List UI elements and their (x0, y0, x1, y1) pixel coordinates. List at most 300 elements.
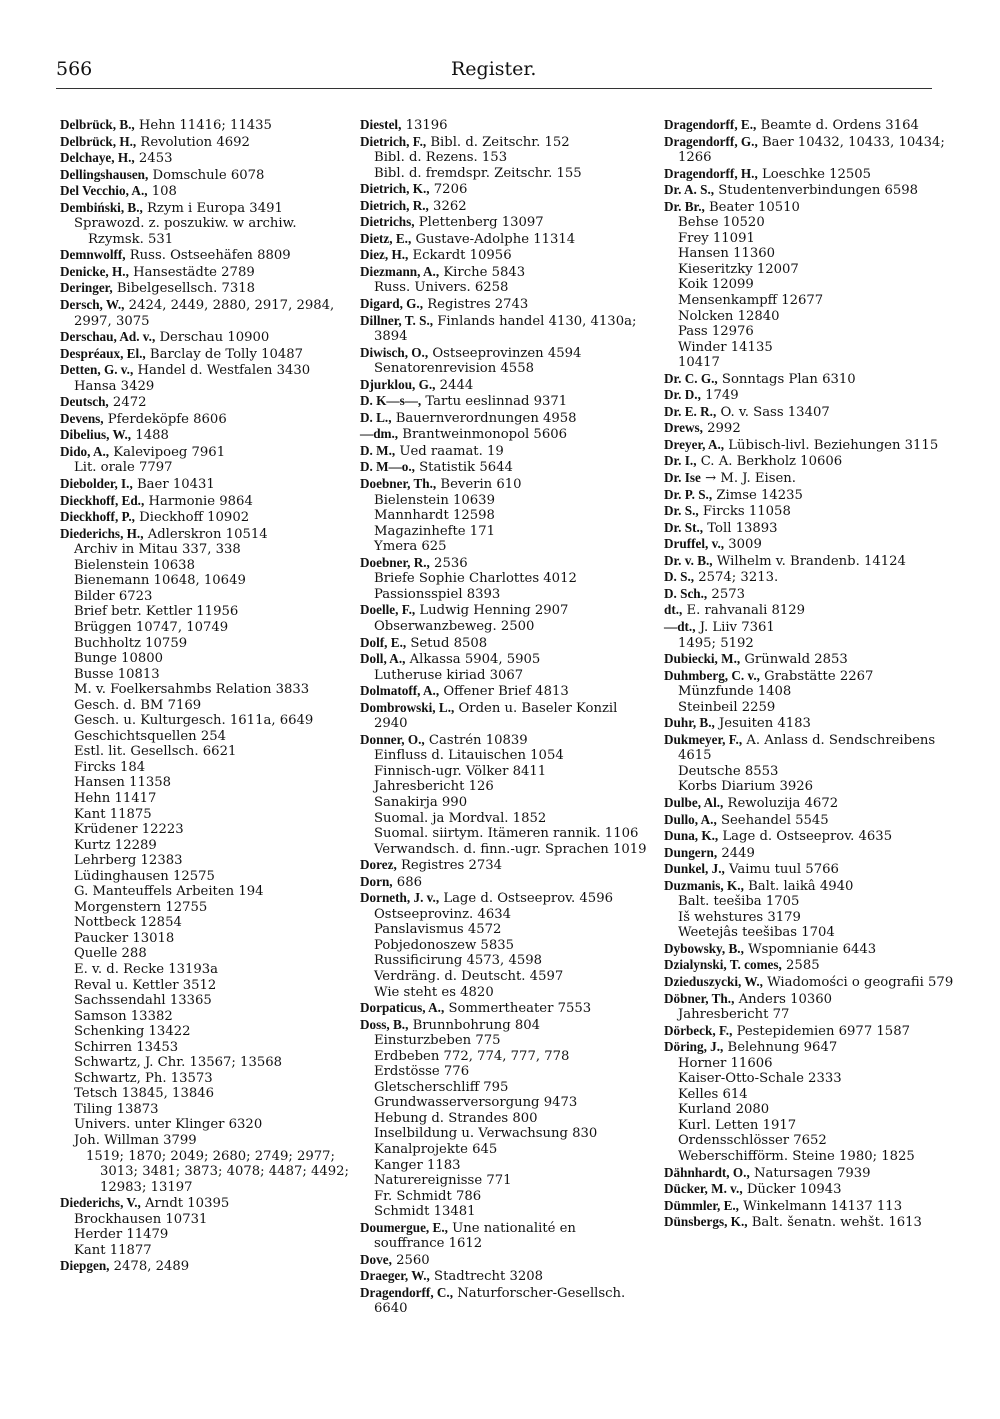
entry-author: D. K—s—, (360, 393, 422, 409)
register-subentry: Geschichtsquellen 254 (74, 728, 226, 744)
register-subentry: Jahresbericht 126 (374, 779, 494, 795)
register-entry (664, 941, 954, 958)
register-entry (60, 150, 350, 167)
register-subentry: Kanger 1183 (374, 1157, 461, 1173)
register-subentry: Bilder 6723 (74, 588, 153, 604)
register-subentry: Sprawozd. z. poszukiw. w archiw. Rzymsk. 531 (74, 216, 301, 247)
page-header (56, 58, 932, 88)
entry-author: Dorpaticus, A., (360, 1000, 445, 1016)
entry-references: Wilhelm v. Brandenb. 14124 (712, 553, 906, 569)
entry-author: Djurklou, G., (360, 376, 436, 392)
register-entry (360, 264, 650, 281)
register-entry (60, 297, 350, 329)
entry-author: Dorneth, J. v., (360, 890, 440, 906)
register-entry (60, 526, 350, 543)
register-entry (360, 1268, 650, 1285)
entry-references: Zimse 14235 (712, 487, 803, 503)
register-subentry: G. Manteuffels Arbeiten 194 (74, 884, 264, 900)
entry-author: Diestel, (360, 117, 402, 132)
entry-references: Kalevipoeg 7961 (109, 444, 226, 460)
register-subentry: Hansa 3429 (74, 378, 155, 394)
entry-references: Natursagen 7939 (749, 1165, 871, 1181)
entry-references: J. Liiv 7361 (695, 619, 775, 635)
register-subentry: Schwartz, Ph. 13573 (74, 1070, 213, 1086)
entry-author: Döring, J., (664, 1039, 724, 1055)
entry-references: 2574; 3213. (694, 570, 779, 586)
register-entry (360, 602, 650, 619)
entry-author: Dzialynski, T. comes, (664, 957, 782, 973)
register-column-2 (360, 117, 650, 1317)
entry-references: 1488 (131, 428, 169, 444)
register-subentry: Ordensschlösser 7652 (678, 1133, 827, 1149)
register-entry (60, 493, 350, 510)
register-subentry: Finnisch-ugr. Völker 8411 (374, 763, 547, 779)
register-subentry: Schirren 13453 (74, 1039, 179, 1055)
entry-references: Balt. laikâ 4940 (743, 878, 854, 894)
entry-author: Diederichs, V., (60, 1195, 141, 1211)
register-entry (60, 346, 350, 363)
entry-author: Dr. I., (664, 453, 697, 469)
register-subentry: Ostseeprovinz. 4634 (374, 906, 511, 922)
entry-author: Deringer, (60, 280, 113, 296)
entry-references: Balt. šenatn. wehšt. 1613 (747, 1215, 922, 1231)
entry-references: 2444 (435, 377, 474, 393)
register-entry (360, 296, 650, 313)
entry-author: D. L., (360, 409, 392, 425)
register-entry (664, 957, 954, 974)
entry-references: Dieckhoff 10902 (134, 510, 250, 526)
register-subentry: Naturereignisse 771 (374, 1173, 512, 1189)
register-entry (60, 247, 350, 264)
register-subentry: Jahresbericht 77 (678, 1007, 790, 1023)
entry-references: Dücker 10943 (742, 1182, 842, 1198)
register-subentry: Hehn 11417 (74, 790, 157, 806)
register-subentry: Weberschifförm. Steine 1980; 1825 (678, 1149, 915, 1164)
entry-references: Finlands handel 4130, 4130a; 3894 (374, 313, 641, 345)
register-entry (360, 700, 650, 732)
entry-author: Dombrowski, L., (360, 699, 455, 715)
register-subentry: Iš wehstures 3179 (678, 909, 801, 925)
register-subentry: Grundwasserversorgung 9473 (374, 1095, 578, 1111)
register-subentry: Inselbildung u. Verwachsung 830 (374, 1126, 598, 1142)
entry-references: 2560 (391, 1252, 430, 1268)
entry-author: Dr. P. S., (664, 486, 713, 502)
entry-author: Dietrich, F., (360, 133, 427, 149)
register-entry (360, 393, 650, 410)
entry-author: Dragendorff, C., (360, 1284, 454, 1300)
entry-references: Studentenverbindungen 6598 (714, 183, 919, 199)
entry-author: Dorez, (360, 857, 397, 873)
register-entry (664, 619, 954, 636)
entry-author: Doumergue, E., (360, 1219, 448, 1235)
register-subentry: Busse 10813 (74, 666, 160, 682)
entry-author: Diez, H., (360, 247, 409, 263)
register-subentry: Lit. orale 7797 (74, 460, 173, 476)
register-subentry: M. v. Foelkersahmbs Relation 3833 (74, 682, 310, 698)
entry-author: Druffel, v., (664, 536, 725, 552)
entry-references: Lage d. Ostseeprov. 4635 (718, 829, 893, 845)
register-subentry: Joh. Willman 3799 (74, 1133, 197, 1148)
entry-author: Dungern, (664, 844, 718, 860)
entry-author: Dr. Ise (664, 470, 701, 486)
register-entry (360, 134, 650, 151)
register-subentry: Sachssendahl 13365 (74, 993, 212, 1009)
entry-references: 2424, 2449, 2880, 2917, 2984, 2997, 3075 (74, 298, 339, 329)
register-entry (360, 635, 650, 652)
register-entry (664, 1214, 954, 1231)
entry-author: Del Vecchio, A., (60, 183, 148, 199)
entry-author: Diwisch, O., (360, 344, 429, 360)
register-subentry: Verdräng. d. Deutscht. 4597 (374, 968, 564, 984)
entry-references: Une nationalité en souffrance 1612 (374, 1220, 581, 1252)
register-entry (60, 200, 350, 217)
register-subentry: Koik 12099 (678, 277, 754, 293)
register-subentry: Estl. lit. Gesellsch. 6621 (74, 744, 237, 760)
register-subentry: Kieseritzky 12007 (678, 261, 799, 277)
entry-references: Brunnbohrung 804 (408, 1017, 541, 1033)
entry-references: Hansestädte 2789 (128, 264, 255, 280)
entry-author: Dubiecki, M., (664, 651, 741, 667)
page-title: Register. (451, 58, 537, 80)
register-entry (360, 1220, 650, 1252)
register-entry (664, 387, 954, 404)
entry-references: 108 (147, 184, 177, 200)
register-subentry: Kant 11875 (74, 806, 152, 822)
entry-references: Castrén 10839 (424, 732, 528, 748)
register-subentry: Bielenstein 10639 (374, 492, 495, 508)
entry-references: Barclay de Tolly 10487 (145, 346, 304, 362)
register-entry (664, 845, 954, 862)
register-entry (664, 715, 954, 732)
entry-author: Dr. C. G., (664, 370, 718, 386)
entry-references: Adlerskron 10514 (143, 526, 268, 542)
register-subentry: Gesch. d. BM 7169 (74, 697, 202, 713)
register-subentry: Morgenstern 12755 (74, 899, 208, 915)
register-subentry: Horner 11606 (678, 1055, 773, 1071)
entry-author: Delchaye, H., (60, 150, 135, 166)
register-subentry: Passionsspiel 8393 (374, 586, 501, 602)
entry-references: → M. J. Eisen. (700, 471, 796, 487)
entry-references: Tartu eeslinnad 9371 (421, 394, 568, 410)
register-entry (60, 134, 350, 151)
entry-author: Dr. E. R., (664, 403, 717, 419)
register-entry (664, 520, 954, 537)
register-entry (360, 198, 650, 215)
entry-references: Wspomnianie 6443 (743, 941, 877, 957)
register-entry (664, 117, 954, 134)
register-entry (664, 199, 954, 216)
entry-references: Baer 10432, 10433, 10434; 1266 (678, 134, 950, 166)
register-subentry: Quelle 288 (74, 946, 147, 962)
entry-author: Dr. St., (664, 519, 704, 535)
entry-author: Dellingshausen, (60, 166, 149, 182)
register-subentry: 10417 (678, 355, 720, 371)
entry-references: 3009 (724, 537, 762, 553)
entry-author: Dragendorff, E., (664, 117, 757, 132)
register-entry (360, 459, 650, 476)
register-subentry: Russificirung 4573, 4598 (374, 953, 543, 969)
entry-author: Dr. D., (664, 387, 701, 403)
register-subentry: Tetsch 13845, 13846 (74, 1086, 215, 1102)
entry-author: Derschau, Ad. v., (60, 329, 156, 345)
register-entry (664, 586, 954, 603)
register-subentry: Russ. Univers. 6258 (374, 280, 509, 296)
register-subentry: Brief betr. Kettler 11956 (74, 604, 239, 620)
entry-author: Demnwolff, (60, 247, 126, 263)
entry-references: 13196 (401, 118, 448, 133)
entry-author: D. M—o., (360, 459, 415, 475)
entry-references: E. rahvanali 8129 (682, 603, 806, 619)
register-subentry: Senatorenrevision 4558 (374, 361, 534, 377)
register-subentry: Gletscherschliff 795 (374, 1079, 509, 1095)
entry-references: Rzym i Europa 3491 (142, 200, 283, 216)
entry-references: 7206 (429, 182, 468, 198)
register-entry (360, 1017, 650, 1034)
register-subentry: Krüdener 12223 (74, 822, 184, 838)
register-entry (664, 991, 954, 1008)
entry-author: Duna, K., (664, 828, 719, 844)
register-entry (360, 345, 650, 362)
entry-author: Dove, (360, 1251, 392, 1267)
entry-author: Despréaux, El., (60, 345, 146, 361)
register-subentry: Archiv in Mitau 337, 338 (74, 542, 241, 558)
entry-references: Pferdeköpfe 8606 (103, 411, 227, 427)
register-subentry: Hansen 11358 (74, 775, 172, 791)
register-entry (60, 1258, 350, 1275)
register-column-1 (60, 117, 354, 1275)
register-subentry: Korbs Diarium 3926 (678, 779, 814, 795)
entry-references: 686 (392, 874, 422, 890)
register-entry (664, 795, 954, 812)
entry-author: Dr. v. B., (664, 552, 713, 568)
entry-references: Hehn 11416; 11435 (134, 118, 272, 133)
entry-references: Naturforscher-Gesellsch. 6640 (374, 1285, 630, 1317)
entry-references: Harmonie 9864 (144, 493, 253, 509)
entry-references: 2585 (781, 958, 820, 974)
entry-references: 3262 (428, 198, 467, 214)
register-subentry: Nolcken 12840 (678, 308, 780, 324)
entry-references: Wiadomości o geografii 579 (762, 974, 954, 990)
entry-references: Derschau 10900 (155, 330, 270, 346)
register-subentry: Ymera 625 (374, 539, 447, 555)
entry-references: Setud 8508 (406, 635, 488, 651)
register-entry (360, 1285, 650, 1317)
register-subentry: Panslavismus 4572 (374, 922, 502, 938)
register-entry (360, 410, 650, 427)
register-entry (664, 166, 954, 183)
register-entry (664, 668, 954, 685)
entry-author: Digard, G., (360, 296, 424, 312)
register-subentry: Herder 11479 (74, 1227, 169, 1243)
entry-references: C. A. Berkholz 10606 (696, 454, 843, 470)
entry-author: Dillner, T. S., (360, 312, 434, 328)
register-subentry: Briefe Sophie Charlottes 4012 (374, 571, 577, 587)
register-subentry: Bielenstein 10638 (74, 557, 195, 573)
entry-references: Jesuiten 4183 (714, 716, 811, 732)
entry-author: Dunkel, J., (664, 861, 725, 877)
register-subentry: Fr. Schmidt 786 (374, 1188, 482, 1204)
register-entry (664, 974, 954, 991)
register-subentry: 1495; 5192 (678, 635, 754, 651)
register-entry (60, 167, 350, 184)
entry-author: Delbrück, H., (60, 133, 137, 149)
register-subentry: Behse 10520 (678, 215, 765, 231)
entry-references: Beverin 610 (436, 477, 522, 493)
register-subentry: Hebung d. Strandes 800 (374, 1110, 538, 1126)
entry-author: Dzieduszycki, W., (664, 973, 763, 989)
entry-author: Dieckhoff, Ed., (60, 492, 145, 508)
register-entry (664, 404, 954, 421)
entry-author: Diederichs, H., (60, 525, 144, 541)
register-entry (60, 362, 350, 379)
entry-author: D. S., (664, 569, 695, 585)
register-subentry: Mensenkampff 12677 (678, 293, 824, 309)
register-subentry: Einsturzbeben 775 (374, 1033, 501, 1049)
entry-references: Gustave-Adolphe 11314 (411, 231, 576, 247)
register-subentry: Lehrberg 12383 (74, 853, 183, 869)
register-entry (360, 214, 650, 231)
entry-author: Dähnhardt, O., (664, 1164, 750, 1180)
entry-author: Draeger, W., (360, 1268, 430, 1284)
entry-author: Detten, G. v., (60, 362, 134, 378)
entry-author: D. Sch., (664, 585, 708, 601)
register-entry (360, 1252, 650, 1269)
entry-references: Registres 2734 (396, 858, 503, 874)
register-subentry: Pobjedonoszew 5835 (374, 937, 514, 953)
entry-author: Dullo, A., (664, 811, 717, 827)
entry-author: Dibelius, W., (60, 427, 132, 443)
entry-references: Revolution 4692 (136, 134, 250, 150)
register-entry (360, 890, 650, 907)
entry-author: Diepgen, (60, 1258, 110, 1274)
entry-references: 2992 (702, 421, 741, 437)
entry-author: Doll, A., (360, 651, 406, 667)
register-entry (664, 1165, 954, 1182)
register-subentry: Deutsche 8553 (678, 763, 779, 779)
register-subentry: Mannhardt 12598 (374, 508, 495, 524)
entry-author: dt., (664, 602, 683, 618)
register-subentry: Frey 11091 (678, 230, 755, 246)
register-entry (60, 394, 350, 411)
entry-author: —dt., (664, 618, 696, 634)
register-entry (664, 553, 954, 570)
entry-references: 1749 (700, 388, 739, 404)
register-entry (664, 1039, 954, 1056)
entry-references: O. v. Sass 13407 (716, 404, 830, 420)
register-subentry: Pass 12976 (678, 324, 754, 340)
register-entry (664, 651, 954, 668)
entry-author: Dörbeck, F., (664, 1022, 733, 1038)
entry-references: Winkelmann 14137 113 (738, 1198, 903, 1214)
entry-references: 2536 (429, 555, 468, 571)
register-entry (664, 453, 954, 470)
header-rule (56, 88, 932, 89)
register-subentry: Bibl. d. fremdspr. Zeitschr. 155 (374, 165, 582, 181)
entry-author: Doss, B., (360, 1016, 409, 1032)
entry-author: Dragendorff, H., (664, 165, 758, 181)
entry-references: Ued raamat. 19 (395, 443, 504, 459)
register-subentry: Paucker 13018 (74, 930, 175, 946)
entry-references: Bauernverordnungen 4958 (391, 410, 577, 426)
register-entry (360, 247, 650, 264)
register-subentry: Tiling 13873 (74, 1101, 159, 1117)
entry-author: Dido, A., (60, 443, 110, 459)
register-entry (60, 329, 350, 346)
register-entry (60, 117, 350, 134)
entry-author: Drews, (664, 420, 703, 436)
register-entry (664, 437, 954, 454)
register-subentry: Erdbeben 772, 774, 777, 778 (374, 1048, 570, 1064)
entry-references: Offener Brief 4813 (439, 684, 569, 700)
register-entry (664, 732, 954, 764)
entry-references: Bibl. d. Zeitschr. 152 (426, 134, 570, 150)
register-entry (60, 280, 350, 297)
register-subentry: Lüdinghausen 12575 (74, 868, 215, 884)
entry-author: Duhr, B., (664, 715, 715, 731)
register-subentry: Verwandsch. d. finn.-ugr. Sprachen 1019 (374, 841, 647, 857)
entry-references: Stadtrecht 3208 (429, 1269, 544, 1285)
entry-references: Arndt 10395 (140, 1196, 230, 1212)
register-subentry: Kant 11877 (74, 1242, 152, 1258)
register-entry (360, 313, 650, 345)
register-subentry: Wie steht es 4820 (374, 984, 494, 1000)
entry-references: Seehandel 5545 (716, 812, 829, 828)
entry-author: Dybowsky, B., (664, 940, 744, 956)
entry-author: Dietz, E., (360, 230, 412, 246)
entry-author: Dolmatoff, A., (360, 683, 440, 699)
register-subentry: Bibl. d. Rezens. 153 (374, 150, 508, 166)
entry-author: Delbrück, B., (60, 117, 135, 132)
entry-author: Dümmler, E., (664, 1197, 739, 1213)
register-entry (360, 651, 650, 668)
register-subentry: Kelles 614 (678, 1086, 748, 1102)
register-subentry: Buchholtz 10759 (74, 635, 188, 651)
register-entry (664, 1181, 954, 1198)
register-subentry: Einfluss d. Litauischen 1054 (374, 748, 564, 764)
register-entry (60, 411, 350, 428)
entry-author: Dücker, M. v., (664, 1181, 743, 1197)
register-entry (360, 181, 650, 198)
entry-references: Anders 10360 (734, 991, 833, 1007)
register-subentry: Sanakirja 990 (374, 794, 468, 810)
register-subentry-numbers: 1519; 1870; 2049; 2680; 2749; 2977; 3013; 3481; 3873; 4078; 4487; 4492; 12983; 13197 (86, 1148, 354, 1195)
register-entry (664, 503, 954, 520)
entry-author: Donner, O., (360, 731, 425, 747)
entry-author: Deutsch, (60, 394, 109, 410)
register-entry (664, 1198, 954, 1215)
register-entry (664, 487, 954, 504)
register-subentry: Lutheruse kiriad 3067 (374, 667, 524, 683)
register-subentry: Univers. unter Klinger 6320 (74, 1117, 263, 1133)
register-entry (60, 509, 350, 526)
register-entry (360, 874, 650, 891)
register-entry (664, 812, 954, 829)
entry-references: Grabstätte 2267 (759, 668, 874, 684)
entry-author: Devens, (60, 410, 104, 426)
register-subentry: Schmidt 13481 (374, 1204, 476, 1220)
register-subentry: Balt. teešiba 1705 (678, 894, 800, 910)
entry-references: Kirche 5843 (439, 264, 526, 280)
entry-author: Duhmberg, C. v., (664, 667, 760, 683)
entry-author: Diezmann, A., (360, 263, 440, 279)
entry-references: Domschule 6078 (148, 167, 265, 183)
register-column-3 (664, 117, 954, 1231)
register-entry (360, 476, 650, 493)
register-entry (664, 602, 954, 619)
entry-author: Duzmanis, K., (664, 877, 744, 893)
register-entry (60, 444, 350, 461)
register-entry (360, 683, 650, 700)
